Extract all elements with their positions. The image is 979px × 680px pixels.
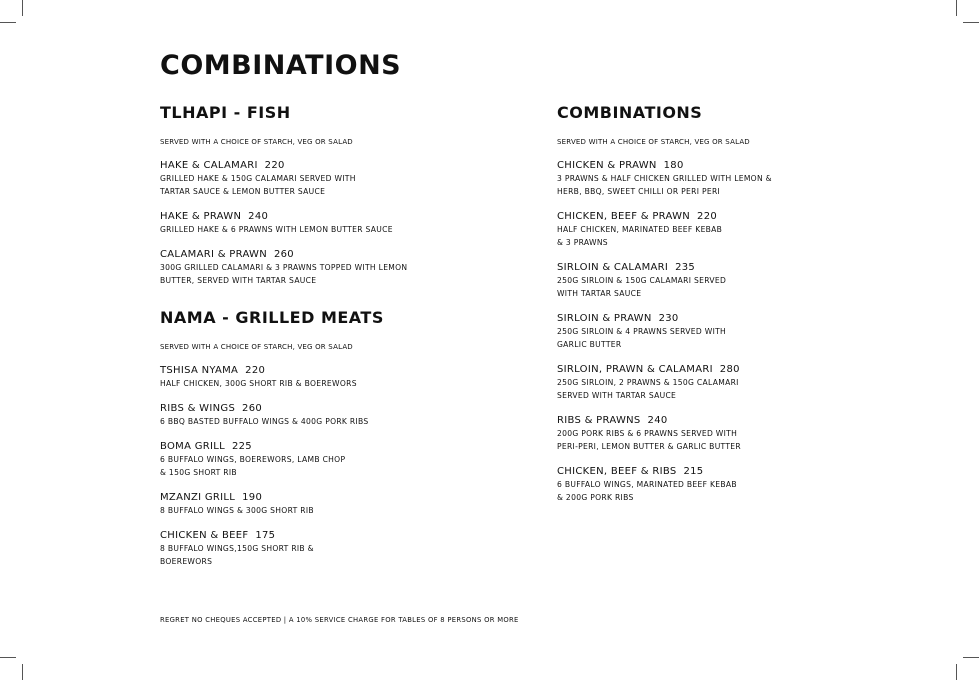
menu-item-name: RIBS & WINGS 260 [160,403,263,414]
crop-mark [963,657,979,658]
crop-mark [22,0,23,16]
menu-item-name: CHICKEN & PRAWN 180 [557,160,684,171]
crop-mark [0,22,16,23]
menu-item-name: TSHISA NYAMA 220 [160,365,266,376]
menu-item [160,210,480,236]
menu-item-name: HAKE & CALAMARI 220 [160,160,285,171]
menu-column-left [160,102,480,580]
menu-item-description: 300G GRILLED CALAMARI & 3 PRAWNS TOPPED WITH LEMON BUTTER, SERVED WITH TARTAR SAUCE [160,263,408,285]
menu-item-description: 250G SIRLOIN & 4 PRAWNS SERVED WITH GARLIC BUTTER [557,327,727,349]
menu-section [160,307,480,568]
menu-item-name: CHICKEN & BEEF 175 [160,530,276,541]
menu-item [557,210,877,249]
section-heading: COMBINATIONS [557,103,703,122]
section-heading: NAMA - GRILLED MEATS [160,308,384,327]
menu-item [160,440,480,479]
menu-item-description: 6 BUFFALO WINGS, BOEREWORS, LAMB CHOP & 150G SHORT RIB [160,455,346,477]
menu-item-description: 6 BBQ BASTED BUFFALO WINGS & 400G PORK RIBS [160,417,369,426]
menu-item-name: RIBS & PRAWNS 240 [557,415,668,426]
menu-item [160,159,480,198]
page-title: COMBINATIONS [160,50,402,81]
section-heading: TLHAPI - FISH [160,103,291,122]
menu-item-description: 200G PORK RIBS & 6 PRAWNS SERVED WITH PERI-PERI, LEMON BUTTER & GARLIC BUTTER [557,429,741,451]
menu-item [557,312,877,351]
menu-item [160,491,480,517]
section-note: SERVED WITH A CHOICE OF STARCH, VEG OR SALAD [160,343,353,351]
menu-item [557,363,877,402]
section-note: SERVED WITH A CHOICE OF STARCH, VEG OR SALAD [557,138,750,146]
crop-mark [0,657,16,658]
menu-item-description: 6 BUFFALO WINGS, MARINATED BEEF KEBAB & 200G PORK RIBS [557,480,737,502]
section-spacer [160,299,480,307]
menu-item [557,261,877,300]
section-note: SERVED WITH A CHOICE OF STARCH, VEG OR SALAD [160,138,353,146]
menu-item-name: MZANZI GRILL 190 [160,492,263,503]
menu-item-name: SIRLOIN, PRAWN & CALAMARI 280 [557,364,740,375]
menu-item-description: HALF CHICKEN, MARINATED BEEF KEBAB & 3 PRAWNS [557,225,723,247]
menu-item-name: HAKE & PRAWN 240 [160,211,269,222]
menu-item-description: 3 PRAWNS & HALF CHICKEN GRILLED WITH LEMON & HERB, BBQ, SWEET CHILLI OR PERI PERI [557,174,772,196]
menu-section [557,102,877,504]
menu-item-description: GRILLED HAKE & 150G CALAMARI SERVED WITH TARTAR SAUCE & LEMON BUTTER SAUCE [160,174,356,196]
menu-item-name: SIRLOIN & PRAWN 230 [557,313,679,324]
crop-mark [956,0,957,16]
menu-item-list [557,159,877,504]
menu-item-description: HALF CHICKEN, 300G SHORT RIB & BOEREWORS [160,379,357,388]
menu-item-list [160,159,480,287]
menu-item [557,414,877,453]
menu-item-name: CHICKEN, BEEF & RIBS 215 [557,466,704,477]
menu-item-list [160,364,480,568]
menu-item-name: SIRLOIN & CALAMARI 235 [557,262,696,273]
menu-item [160,248,480,287]
menu-item-description: 8 BUFFALO WINGS,150G SHORT RIB & BOEREWORS [160,544,314,566]
menu-item-name: BOMA GRILL 225 [160,441,252,452]
menu-item [160,364,480,390]
menu-item-description: 250G SIRLOIN, 2 PRAWNS & 150G CALAMARI SERVED WITH TARTAR SAUCE [557,378,739,400]
menu-item [557,159,877,198]
menu-item [160,402,480,428]
footer-note: REGRET NO CHEQUES ACCEPTED | A 10% SERVICE CHARGE FOR TABLES OF 8 PERSONS OR MORE [160,616,519,624]
menu-item-description: GRILLED HAKE & 6 PRAWNS WITH LEMON BUTTER SAUCE [160,225,393,234]
crop-mark [963,22,979,23]
menu-item [160,529,480,568]
menu-item-description: 250G SIRLOIN & 150G CALAMARI SERVED WITH TARTAR SAUCE [557,276,727,298]
crop-mark [956,664,957,680]
menu-item-description: 8 BUFFALO WINGS & 300G SHORT RIB [160,506,314,515]
menu-item-name: CALAMARI & PRAWN 260 [160,249,294,260]
crop-mark [22,664,23,680]
menu-column-right [557,102,877,516]
menu-item-name: CHICKEN, BEEF & PRAWN 220 [557,211,718,222]
menu-section [160,102,480,287]
menu-item [557,465,877,504]
